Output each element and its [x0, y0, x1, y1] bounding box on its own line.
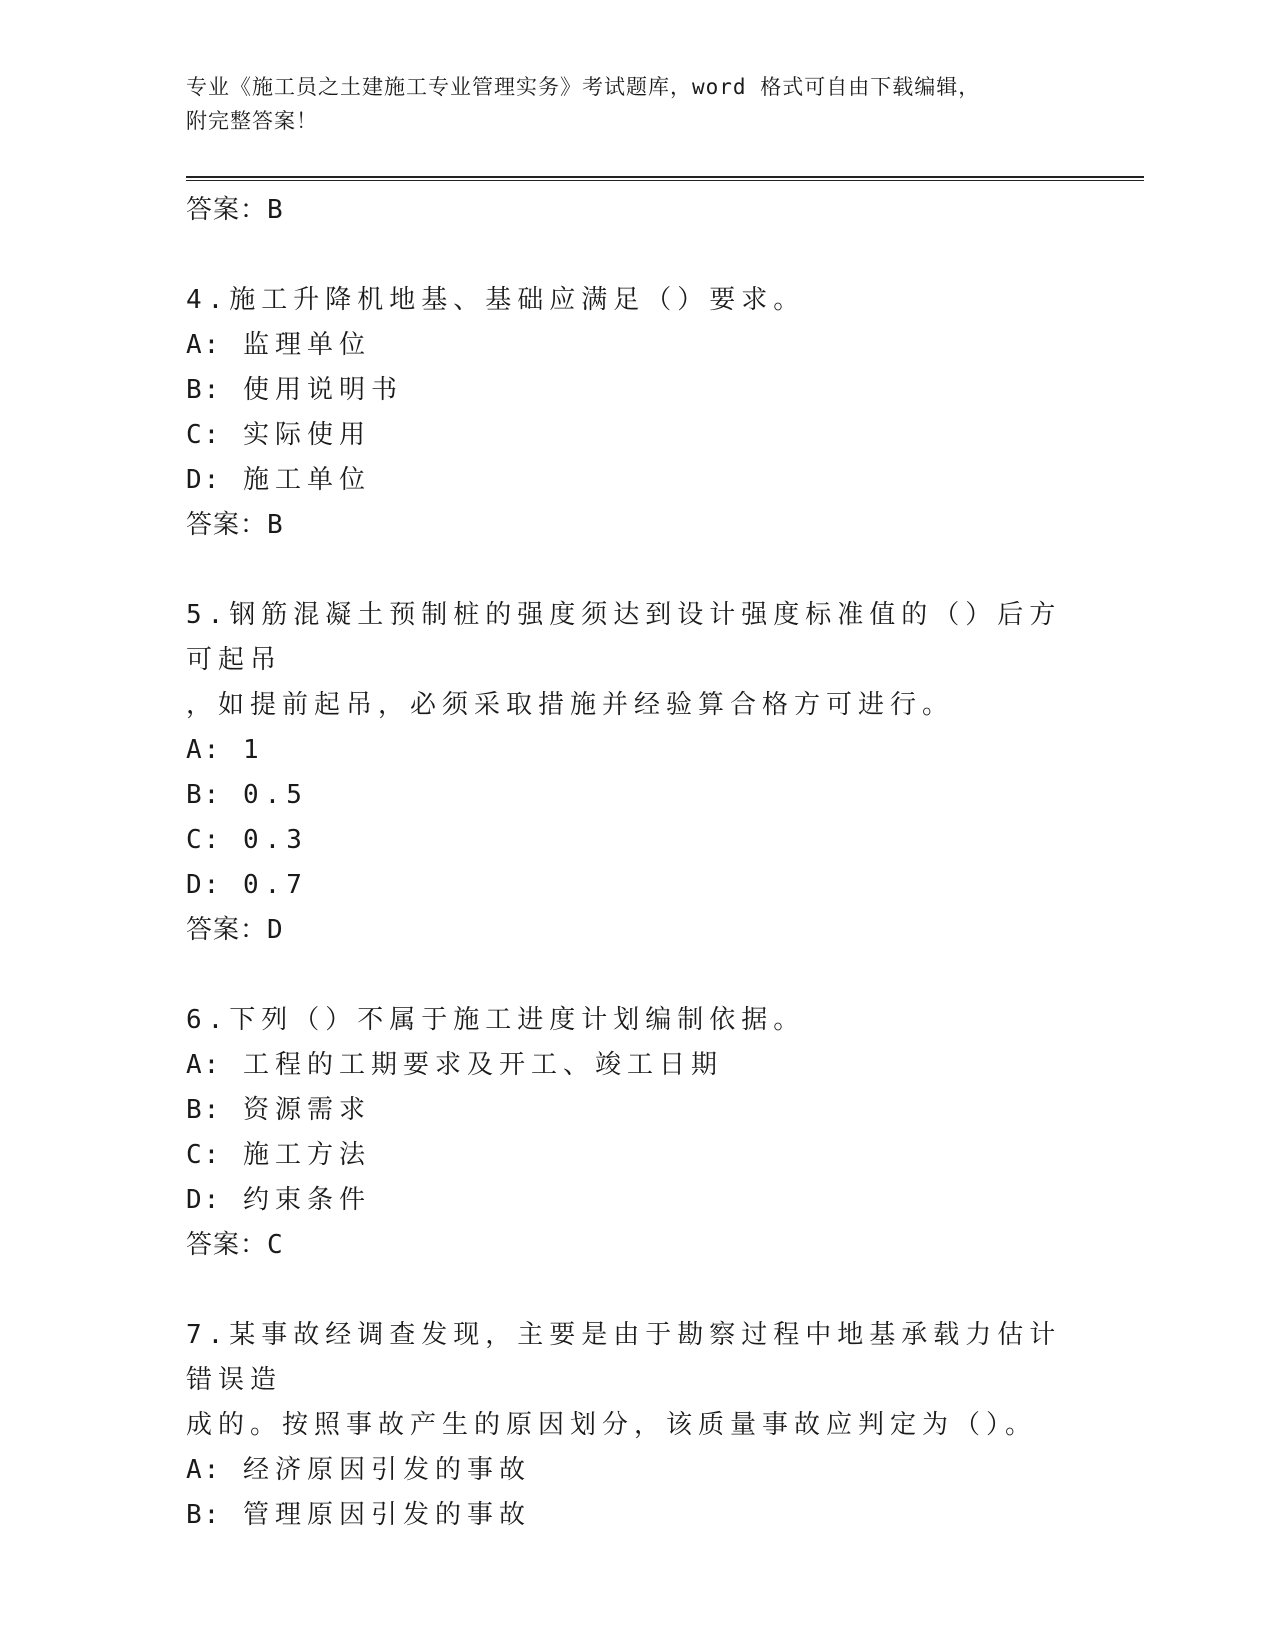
- option-a: A: 经济原因引发的事故: [186, 1455, 531, 1485]
- question-text: 6.下列（）不属于施工进度计划编制依据。: [186, 1005, 806, 1035]
- option-c: C: 0.3: [186, 825, 308, 855]
- answer: 答案：D: [186, 915, 284, 945]
- question-text: 5.钢筋混凝土预制桩的强度须达到设计强度标准值的（）后方可起吊: [186, 600, 1062, 675]
- option-b: B: 使用说明书: [186, 375, 403, 405]
- header-rule-thick: [186, 176, 1144, 178]
- document-body: [186, 188, 1086, 1538]
- prev-answer: 答案：B: [186, 195, 284, 225]
- question-text: 4.施工升降机地基、基础应满足（）要求。: [186, 285, 806, 315]
- option-b: B: 管理原因引发的事故: [186, 1500, 531, 1530]
- option-c: C: 施工方法: [186, 1140, 371, 1170]
- header-line-2: 附完整答案！: [186, 109, 318, 133]
- option-b: B: 资源需求: [186, 1095, 371, 1125]
- question-block: [186, 1313, 1086, 1538]
- question-text-cont: ，如提前起吊，必须采取措施并经验算合格方可进行。: [186, 690, 955, 720]
- option-a: A: 监理单位: [186, 330, 371, 360]
- question-text: 7.某事故经调查发现，主要是由于勘察过程中地基承载力估计错误造: [186, 1320, 1062, 1395]
- option-a: A: 工程的工期要求及开工、竣工日期: [186, 1050, 723, 1080]
- option-d: D: 施工单位: [186, 465, 371, 495]
- option-a: A: 1: [186, 735, 265, 765]
- answer: 答案：C: [186, 1230, 284, 1260]
- option-d: D: 0.7: [186, 870, 308, 900]
- option-c: C: 实际使用: [186, 420, 371, 450]
- header-rule-thin: [186, 180, 1144, 181]
- option-b: B: 0.5: [186, 780, 308, 810]
- answer: 答案：B: [186, 510, 284, 540]
- question-block: [186, 593, 1086, 953]
- question-text-cont: 成的。按照事故产生的原因划分，该质量事故应判定为（）。: [186, 1410, 1038, 1440]
- header-line-1: 专业《施工员之土建施工专业管理实务》考试题库，word 格式可自由下载编辑，: [186, 75, 981, 99]
- question-block: [186, 998, 1086, 1268]
- option-d: D: 约束条件: [186, 1185, 371, 1215]
- question-block: [186, 278, 1086, 548]
- document-header: [186, 70, 1066, 138]
